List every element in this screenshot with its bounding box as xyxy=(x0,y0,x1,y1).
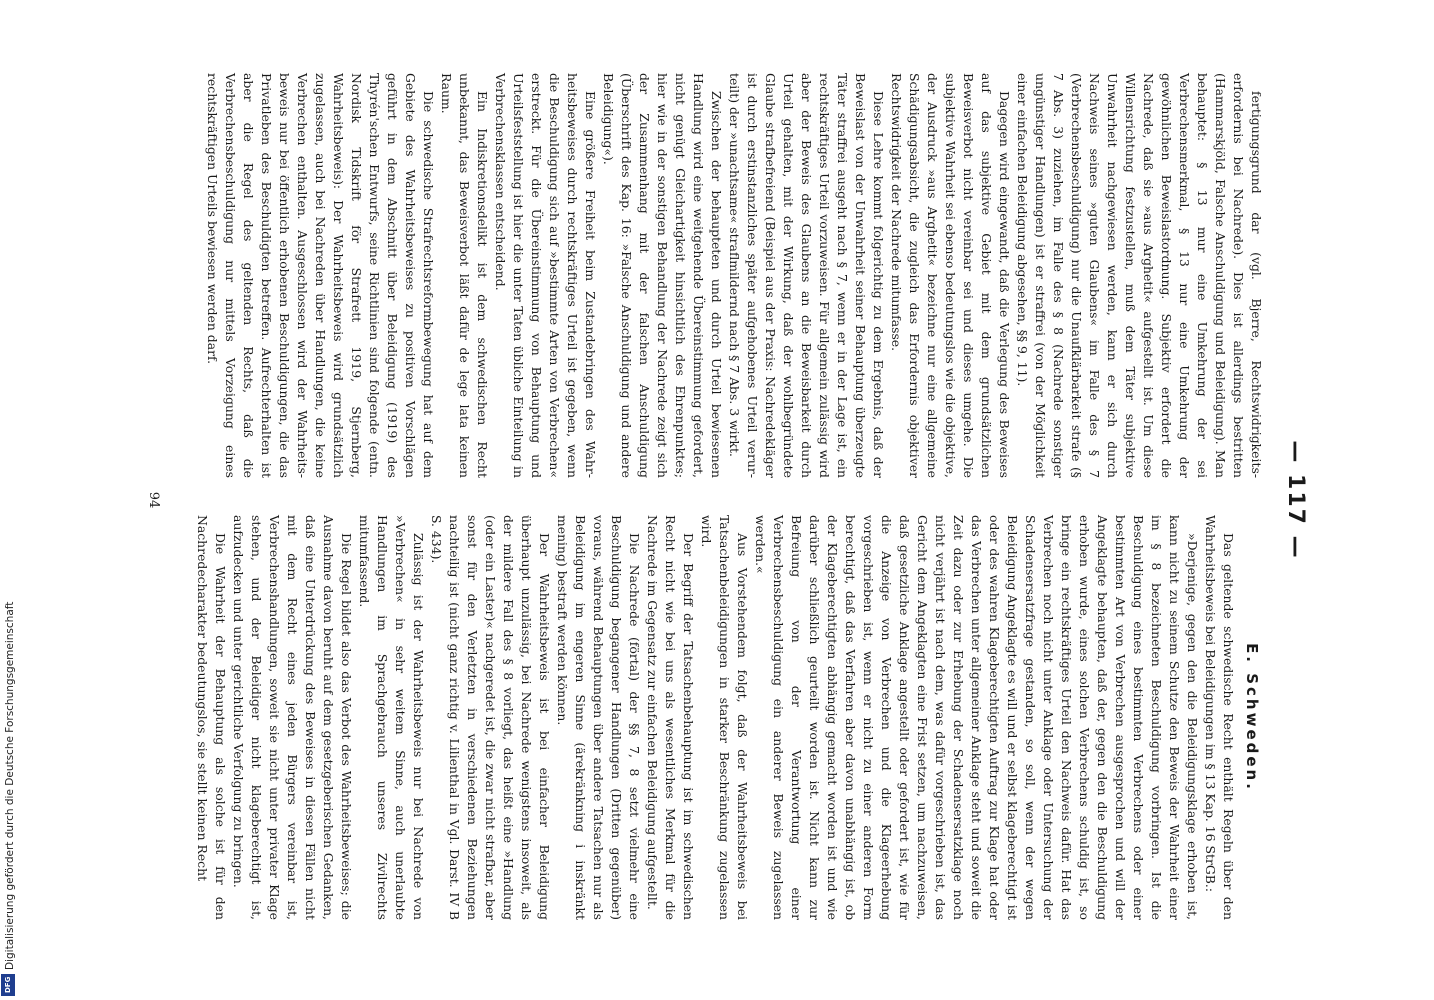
digitization-credit-strip xyxy=(0,0,20,1000)
paragraph: Aus Vorstehendem folgt, daß der Wahrheitsbeweis bei Tatsachenbeleidigungen in starker Beschränkung zugelassen wird. xyxy=(699,515,750,920)
paragraph: Die schwedische Strafrechtsreformbewegung hat auf dem Gebiete des Wahrheitsbeweises zu positiven Vorschlägen geführt in dem Abschnitt über Beleidigung (1919) des Thyrén'schen Entwurfs, seine Richtlinien sind folgende (entn. Nordisk Tidskrift för Strafrett 1919, Stjernberg, Wahrheitsbeweis): Der Wahrheitsbeweis wird grundsätzlich zugelassen, auch bei Nachreden über Handlungen, die keine Verbrechen enthalten. Ausgeschlossen wird der Wahrheitsbeweis nur bei öffentlich erhobenen Beschuldigungen, die das Privatleben des Beschuldigten betreffen. Aufrechterhalten ist aber die Regel des geltenden Rechts, daß die Verbrechensbeschuldigung nur mittels Vorzeigung eines rechtskräftigen Urteils bewiesen werden darf. xyxy=(205,73,436,478)
rotated-scanned-page xyxy=(140,55,1320,945)
paragraph: Das geltende schwedische Recht enthält Regeln über den Wahrheitsbeweis bei Beleidigungen im § 13 Kap. 16 StrGB.: xyxy=(1203,515,1236,920)
paragraph: Ein Indiskretionsdelikt ist dem schwedischen Recht unbekannt, das Beweisverbot läßt dafür de lege lata keinen Raum. xyxy=(439,73,490,478)
right-text-column xyxy=(193,515,1265,920)
paragraph: Zulässig ist der Wahrheitsbeweis nur bei Nachrede von »Verbrechen« in sehr weitem Sinne, auch unerlaubte Handlungen im Sprachgebrauch unseres Zivilrechts mitumfassend. xyxy=(357,515,426,920)
paragraph: Die Wahrheit der Behauptung als solche ist für den Nachredecharakter bedeutungslos, sie stellt keinen Recht xyxy=(195,515,228,920)
page-number: — 117 — xyxy=(1283,440,1308,560)
paragraph: Eine größere Freiheit beim Zustandebringen des Wahrheitsbeweises durch rechtskräftiges Urteil ist gegeben, wenn die Beschuldigung sich auf »bestimmte Arten von Verbrechen« erstreckt. Für die Übereinstimmung von Behauptung und Urteilsfeststellung ist hier die unter Taten übliche Einteilung in Verbrechensklassen entscheidend. xyxy=(493,73,598,478)
paragraph: »Derjenige, gegen den die Beleidigungsklage erhoben ist, kann nicht zu seinem Schutze den Beweis der Wahrheit einer im § 8 bezeichneten Beschuldigung vorbringen. Ist die Beschuldigung eines bestimmten Verbrechens oder einer bestimmten Art von Verbrechen ausgesprochen und will der Angeklagte behaupten, daß der, gegen den die Beschuldigung erhoben wurde, eines solchen Verbrechens schuldig ist, so bringe ein rechtskräftiges Urteil den Nachweis dafür. Hat das Verbrechen noch nicht unter Anklage oder Untersuchung der Schadensersatzfrage gestanden, so soll, wenn der wegen Beleidigung Angeklagte es will und er selbst klageberechtigt ist oder des wahren Klageberechtigten Auftrag zur Klage hat oder das Verbrechen unter allgemeiner Anklage steht und soweit die Zeit dazu oder zur Erhebung der Schadensersatzklage noch nicht verjährt ist nach dem, was dafür vorgeschrieben ist, das Gericht dem Angeklagten eine Frist setzen, um nachzuweisen, daß gesetzliche Anklage angestellt oder gefordert ist, wie für die Anzeige von Verbrechen und die Klageerhebung vorgeschrieben ist, wenn er nicht zu einer anderen Form berechtigt, daß das Verfahren aber davon unabhängig ist, ob der Klageberechtigten abhängig gemacht worden ist und wie darüber schließlich geurteilt worden ist. Nicht kann zur Befreiung von der Verantwortung einer Verbrechensbeschuldigung ein anderer Beweis zugelassen werden.« xyxy=(753,515,1200,920)
paragraph: Zwischen der behaupteten und durch Urteil bewiesenen Handlung wird eine weitgehende Übereinstimmung gefordert, nicht genügt Gleichartigkeit hinsichtlich des Ehrenpunktes; hier wie in der sonstigen Behandlung der Nachrede zeigt sich der Zusammenhang mit der falschen Anschuldigung (Überschrift des Kap. 16: »Falsche Anschuldigung und andere Beleidigung«). xyxy=(601,73,724,478)
footer-page-number: 94 xyxy=(146,491,161,509)
paragraph: fertigungsgrund dar (vgl. Bjerre, Rechtswidrigkeitserfordernis bei Nachrede). Dies ist allerdings bestritten (Hammarskjöld, Falsche Anschuldigung und Beleidigung). Man behauptet: § 13 mur eine Umkehrung der sei Verbrechensmerkmal, § 13 nur eine Umkehrung der gewöhnlichen Beweislastordnung. Subjektiv erfordert die Nachrede, daß sie »aus Arghetit« aufgestellt ist. Um diese Willensrichtung festzustellen, muß dem Täter subjektive Unwahrheit nachgewiesen werden, kann er sich durch Nachweis seines »guten Glaubens« im Falle des § 7 (Verbrechensbeschuldigung) nur die Unaufklärbarkeit strafe (§ 7 Abs. 3) zuziehen, im Falle des § 8 (Nachrede sonstiger ungünstiger Handlungen) ist er straffrei (von der Möglichkeit einer einfachen Beleidigung abgesehen, §§ 9, 11). xyxy=(1015,73,1264,478)
digitization-credit-text: Digitalisierung gefördert durch die Deutsche Forschungsgemeinschaft xyxy=(4,601,16,970)
paragraph: Diese Lehre kommt folgerichtig zu dem Ergebnis, daß der Beweislast von der Unwahrheit seiner Behauptung überzeugte Täter straffrei ausgeht nach § 7, wenn er in der Lage ist, ein rechtskräftiges Urteil vorzuweisen. Für allgemein zulässig wird aber der Beweis des Glaubens an die Beweisbarkeit durch Urteil gehalten, mit der Wirkung, daß der wohlbegründete Glaube strafbefreiend (Beispiel aus der Praxis: Nachredekläger ist durch erstinstanzliches später aufgehobenes Urteil verurteilt) der »unachtsame« straflmildernd nach § 7 Abs. 3 wirkt. xyxy=(727,73,886,478)
left-text-column xyxy=(203,73,1265,478)
paragraph: Der Wahrheitsbeweis ist bei einfacher Beleidigung überhaupt unzulässig, bei Nachrede wenigstens insoweit, als der mildere Fall des § 8 vorliegt, das heißt eine »Handlung (oder ein Laster)« nachgeredet ist, die zwar nicht strafbar, aber sonst für den Verletzten in verschiedenen Beziehungen nachteilig ist (nicht ganz richtig v. Lilienthal in Vgl. Darst. IV B S. 434). xyxy=(429,515,552,920)
section-heading: E. Schweden. xyxy=(1243,643,1261,792)
paragraph: Dagegen wird eingewandt, daß die Verlegung des Beweises auf das subjektive Gebiet mit dem grundsätzlichen Beweisverbot nicht vereinbar sei und dieses umgehe. Die subjektive Wahrheit sei ebenso bedeutungslos wie die objektive, der Ausdruck »aus Arghetit« bezeichne nur eine allgemeine Schädigungsabsicht, die zugleich das Erfordernis objektiver Rechtswidrigkeit der Nachrede mitumfasse. xyxy=(889,73,1012,478)
dfg-logo: DFG xyxy=(1,974,15,996)
paragraph: Die Nachrede (förtal) der §§ 7, 8 setzt vielmehr eine Beschuldigung begangener Handlungen (Dritten gegenüber) voraus, während Behauptungen über andere Tatsachen nur als Beleidigung im engeren Sinne (ärekränkning i inskränkt mening) bestraft werden können. xyxy=(555,515,642,920)
paragraph: Die Regel bildet also das Verbot des Wahrheitsbeweises; die Ausnahme davon beruht auf dem gesetzgeberischen Gedanken, daß eine Unterdrückung des Beweises in diesen Fällen nicht mit dem Recht eines jeden Bürgers vereinbar ist, Verbrechenshandlungen, soweit sie nicht unter privater Klage stehen, und der Beleidiger nicht klageberechtigt ist, aufzudecken und unter gerichtliche Verfolgung zu bringen. xyxy=(231,515,354,920)
paragraph: Der Begriff der Tatsachenbehauptung ist im schwedischen Recht nicht wie bei uns als wesentliches Merkmal für die Nachrede im Gegensatz zur einfachen Beleidigung aufgestellt. xyxy=(645,515,696,920)
